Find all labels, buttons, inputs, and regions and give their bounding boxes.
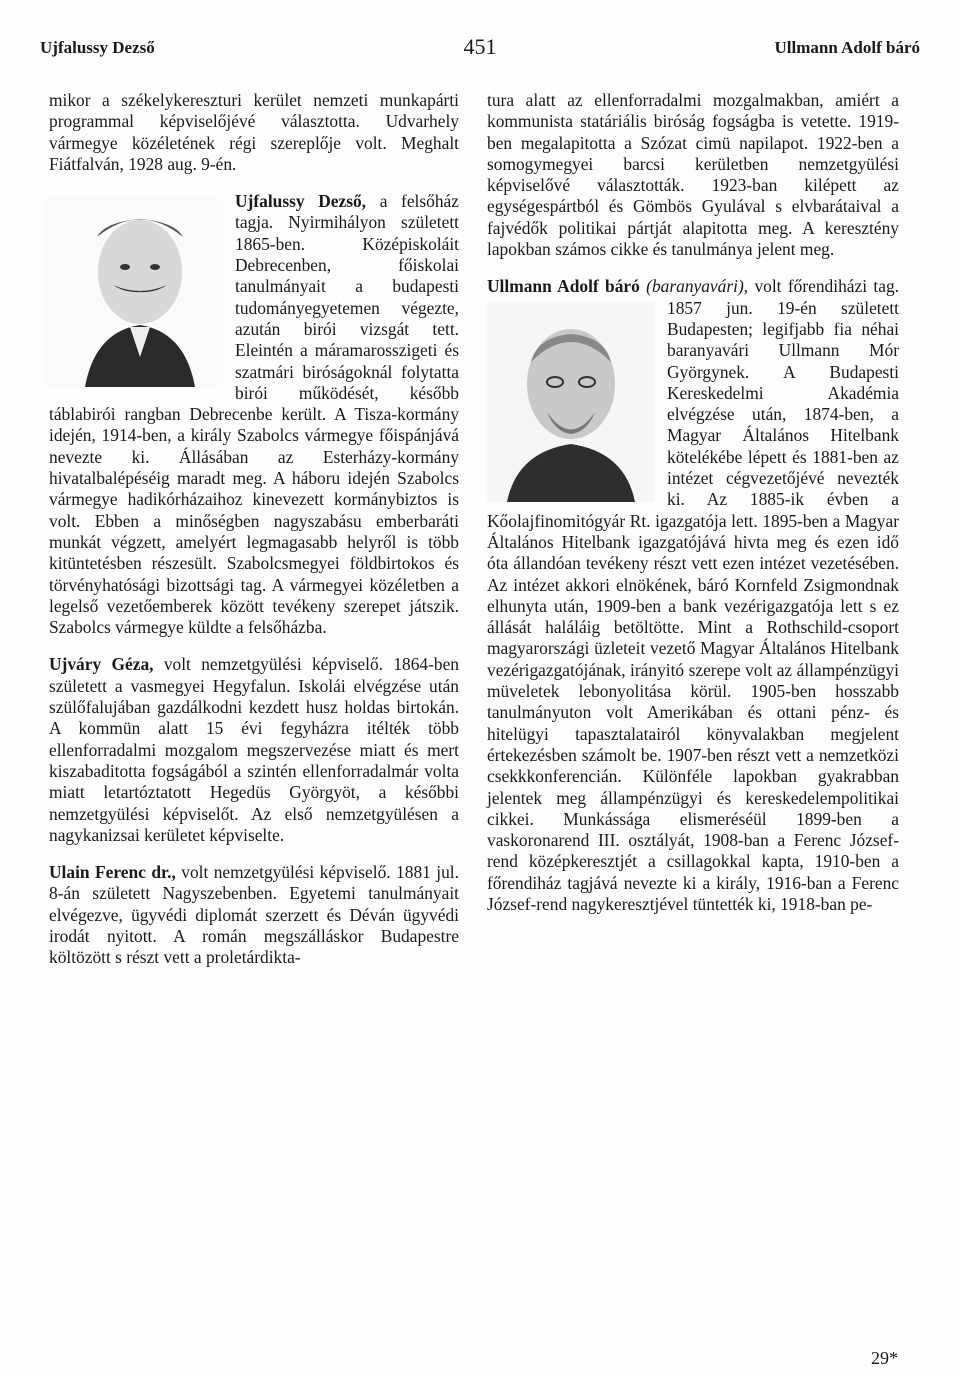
header-left-name: Ujfalussy Dezső [40,38,155,57]
entry-ulain [49,862,459,968]
continuation-paragraph: mikor a székelykereszturi kerület nemzeti munkapárti programmal képviselőjévé választotta. Udvarhely vármegye közéletének régi szereplője volt. Meghalt Fiátfalván, 1928 aug. 9-én. [49,90,459,174]
entry-text: volt nemzetgyülési képviselő. 1881 jul. 8-án született Nagyszebenben. Egyetemi tanulmányait elvégezve, ügyvédi diplomát szerzett és Déván ügyvédi irodát nyitott. A román megszálláskor Budapestre költözött s részt vett a proletárdikta- [49,862,459,968]
entry-heading: Ullmann Adolf báró [487,276,640,297]
running-header [40,34,920,64]
signature-mark: 29* [871,1348,898,1368]
right-column [487,90,899,915]
entry-heading-italic: (baranyavári), [639,276,749,297]
portrait-photo [487,302,655,502]
entry-text: volt nemzetgyülési képviselő. 1864-ben született a vasmegyei Hegyfalun. Iskolái elvégzése után szülőfalujában gazdálkodni kezdett husz holdas birtokán. A kommün alatt 15 évi fegyházra itélték több ellenforradalmi mozgalom megszervezése miatt és mert kiszabaditotta fogságából a szintén ellenforradalmár volta miatt letartóztatott Hegedüs Györgyöt, a későbbi nemzetgyülési képviselőt. Az első nemzetgyülésen a nagykanizsai kerületet képviselte. [49,654,459,845]
portrait-photo [45,197,223,387]
portrait-ullmann-icon [487,302,655,502]
entry-text: volt főrendiházi tag. 1857 jun. 19-én született Budapesten; legifjabb fia néhai baranyavári Ullmann Mór Györgynek. A Budapesti Kereskedelmi Akadémia elvégzése után, 1874-ben, a Magyar Általános Hitelbank kötelékébe lépett és 1881-ben az intézet cégvezetőjévé nevezték ki. Az 1885-ik évben a Kőolajfinomitógyár Rt. igazgatója lett. 1895-ben a Magyar Általános Hitelbank igazgatójává hivta meg és ezen idő óta állandóan tevékeny részt vett ezen intézet vezetésében. Az intézet akkori elnökének, báró Kornfeld Zsigmondnak elhunyta után, 1909-ben a bank vezérigazgatója lett s ez állását haláláig betöltötte. Mint a Rothschild-csoport magyarországi üzleteit vezető Magyar Általános Hitelbank vezérigazgatójának, irányitó szerepe volt az állampénzügyi müveletek lebonyolitása körül. 1905-ben hosszabb tanulmányuton volt Amerikában és ottani pénz- és hitelügyi tapasztalatairól könyvalakban megjelent értekezésben számolt be. 1907-ben részt vett a nemzetközi csekkkonferencián. Különféle lapokban gyakrabban jelentek meg állampénzügyi és kereskedelempolitikai cikkei. Munkássága elismeréséül 1899-ben a vaskoronarend III. osztályát, 1908-ban a Ferenc József-rend középkeresztjét a csillagokkal kapta, 1910-ben a főrendiház tagjává nevezte ki a király, 1916-ban a Ferenc József-rend nagykeresztjével tüntették ki, 1918-ban pe- [487,276,899,914]
entry-heading: Ujfalussy Dezső, [235,191,367,212]
page-number: 451 [463,34,497,59]
entry-text: a felsőház tagja. Nyirmihályon született 1865-ben. Középiskoláit Debrecenben, főiskolai tanulmányait a budapesti tudományegyetemen végezte, azután birói vizsgát tett. Eleintén a máramarosszigeti és szatmári biróságoknál folytatta birói működését, később táblabirói rangban Debrecenbe került. A Tisza-kormány idején, 1914-ben, a király Szabolcs vármegye főispánjává nevezte ki. Állásában az Esterházy-kormány hivatalbalépéséig maradt meg. A háboru idején Szabolcs vármegye hadikórházaihoz kinevezett kormánybiztos is volt. Ebben a minőségben nagyszabásu emberbaráti munkát végzett, amelyért legmagasabb helyről is több kitüntetésben részesült. Szabolcsmegyei földbirtokos és törvényhatósági bizottsági tag. A vármegyei közéletben a legelső vezetőemberek között tevékeny szerepet játszik. Szabolcs vármegye küldte a felsőházba. [49,191,459,638]
entry-heading: Ulain Ferenc dr., [49,862,176,883]
entry-ujvary [49,654,459,846]
entry-ullmann [487,276,899,915]
portrait-ujfalussy-icon [45,197,223,387]
entry-heading: Ujváry Géza, [49,654,154,675]
header-right-name: Ullmann Adolf báró [774,38,920,57]
entry-ujfalussy [49,191,459,638]
left-column [49,90,459,969]
continuation-paragraph: tura alatt az ellenforradalmi mozgalmakban, amiért a kommunista statáriális biróság fogságba is vetette. 1919-ben megalapitotta a Szózat cimü napilapot. 1922-ben a somogymegyei barcsi kerületben nemzetgyülési képviselővé választották. 1923-ban kilépett az egységespártból és Gömbös Gyulával s elvbarátaival a fajvédők politikai pártját alapitotta meg. A keresztény lapokban számos cikke és tanulmánya jelent meg. [487,90,899,260]
